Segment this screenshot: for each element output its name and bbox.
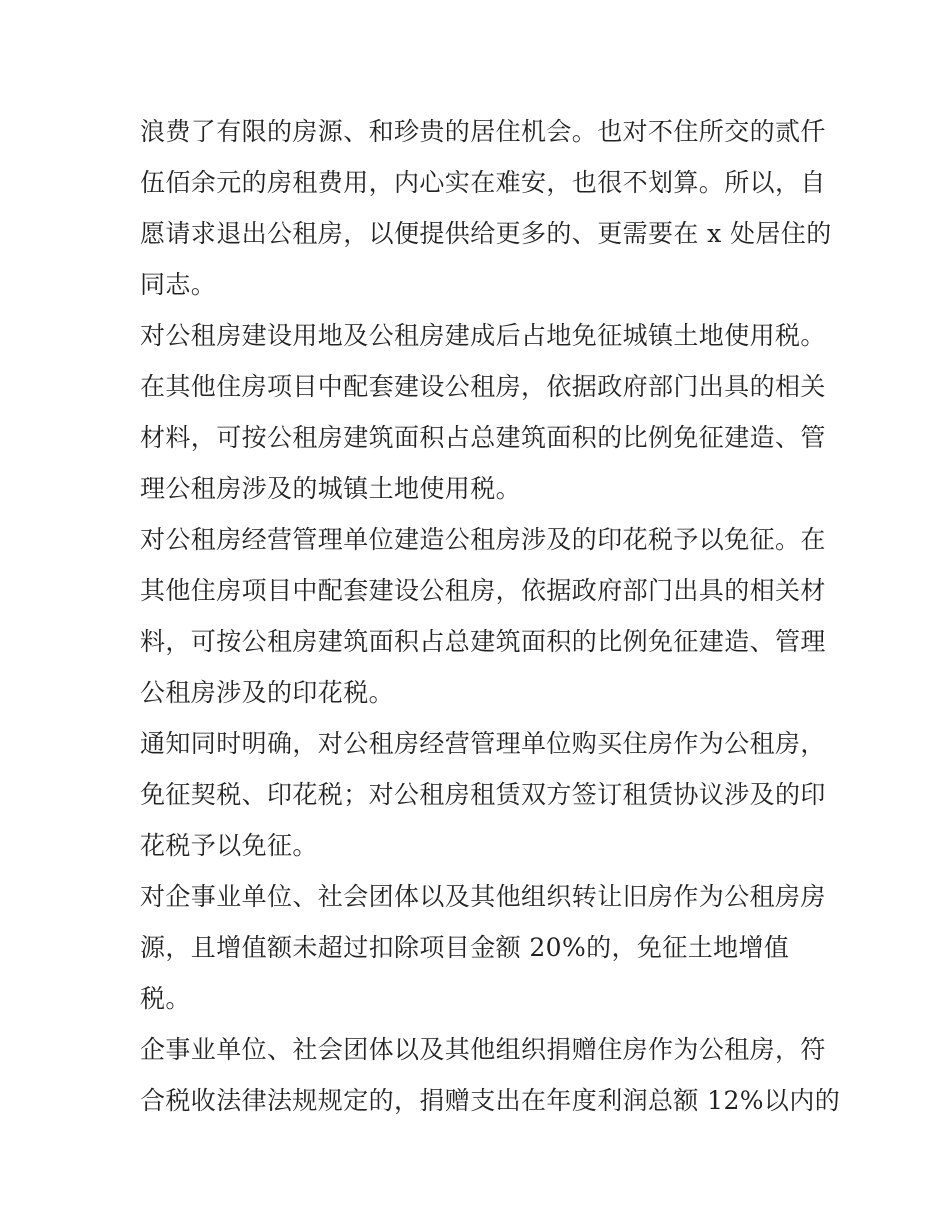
text-line: 公租房涉及的印花税。 bbox=[140, 678, 395, 707]
text-line: 理公租房涉及的城镇土地使用税。 bbox=[140, 474, 522, 503]
text-line: 税。 bbox=[140, 984, 191, 1013]
text-line: 其他住房项目中配套建设公租房，依据政府部门出具的相关材 bbox=[140, 576, 826, 605]
paragraph-6 bbox=[140, 1024, 841, 1126]
text-line: 通知同时明确，对公租房经营管理单位购买住房作为公租房， bbox=[140, 729, 826, 758]
paragraph-1 bbox=[140, 106, 832, 310]
paragraph-5 bbox=[140, 871, 826, 1024]
text-line: 源，且增值额未超过扣除项目金额 20%的，免征土地增值 bbox=[140, 933, 790, 962]
text-line: 对公租房经营管理单位建造公租房涉及的印花税予以免征。在 bbox=[140, 525, 826, 554]
document-body bbox=[140, 106, 841, 1126]
text-line: 企事业单位、社会团体以及其他组织捐赠住房作为公租房，符 bbox=[140, 1035, 826, 1064]
text-line: 浪费了有限的房源、和珍贵的居住机会。也对不住所交的贰仟 bbox=[140, 117, 826, 146]
text-line: 对企事业单位、社会团体以及其他组织转让旧房作为公租房房 bbox=[140, 882, 826, 911]
paragraph-4 bbox=[140, 718, 826, 871]
text-line: 愿请求退出公租房，以便提供给更多的、更需要在 x 处居住的 bbox=[140, 219, 832, 248]
text-line: 在其他住房项目中配套建设公租房，依据政府部门出具的相关 bbox=[140, 372, 826, 401]
text-line: 料，可按公租房建筑面积占总建筑面积的比例免征建造、管理 bbox=[140, 627, 826, 656]
text-line: 材料，可按公租房建筑面积占总建筑面积的比例免征建造、管 bbox=[140, 423, 826, 452]
text-line: 伍佰余元的房租费用，内心实在难安，也很不划算。所以，自 bbox=[140, 168, 826, 197]
paragraph-3 bbox=[140, 514, 826, 718]
text-line: 免征契税、印花税；对公租房租赁双方签订租赁协议涉及的印 bbox=[140, 780, 826, 809]
text-line: 花税予以免征。 bbox=[140, 831, 318, 860]
text-line: 同志。 bbox=[140, 270, 217, 299]
text-line: 对公租房建设用地及公租房建成后占地免征城镇土地使用税。 bbox=[140, 321, 826, 350]
paragraph-2 bbox=[140, 310, 826, 514]
text-line: 合税收法律法规规定的，捐赠支出在年度利润总额 12%以内的 bbox=[140, 1086, 841, 1115]
